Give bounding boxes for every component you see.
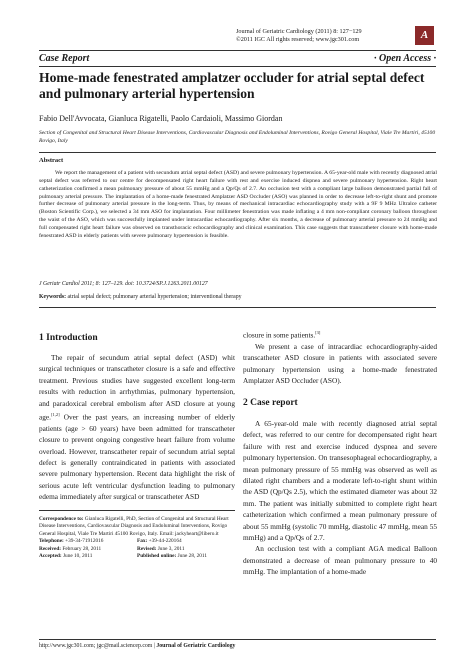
journal-header xyxy=(236,28,436,44)
abstract-heading: Abstract xyxy=(39,157,64,164)
ref-1-2: [1,2] xyxy=(50,412,60,418)
accepted-label: Accepted: xyxy=(39,553,62,560)
citation xyxy=(39,281,439,287)
abstract-body xyxy=(39,170,437,241)
intro-continued-text: closure in some patients. xyxy=(243,330,316,340)
fax xyxy=(137,538,235,545)
abstract-text: We report the management of a patient with secundum atrial septal defect (ASD) and severe pulmonary hypertension. A 65-year-old male with recently diagnosed atrial septal defect was referred to our centre for decompensated right heart failure with rest and exercise induced dispnea and severe pulmonary hypertension. Right heart catheterization confirmed a mean pulmonary pressure of about 55 mmHg and a Qp/Qs of 2.7. An occlusion test with a compliant large balloon demonstrated partial fall of pulmonary arterial pressure. The implantation of a home-made fenestrated Amplatzer ASD Occluder (ASO) was planned in order to decrease left-to-right shunt and promote further decrease of pulmonary arterial pressure in the long-term. Thus, by means of mechanical intracardiac echocardiography study with a 9F 9 MHz Ultralce catheter (Boston Scientific Corp.), we selected a 34 mm ASO for implantation. Four millimeter fenestration was made inflating a 4 mm non-compliant coronary balloon throughout the waist of the ASO, which was successfully implanted under intracardiac echocardiography. After six months, a decrease of pulmonary arterial pressure to 24 mmHg and full compensated right heart failure was observed on transthoracic echocardiography and clinical examination. This case suggests that transcatheter closure with home-made fenestrated ASD in elderly patients with severe pulmonary hypertension is feasible. xyxy=(39,170,437,239)
revised-label: Revised: xyxy=(137,545,157,552)
intro-text: The repair of secundum atrial septal defect (ASD) whit surgical techniques or transcatheter closure is a safe and effective treatment. Previous studies have suggested excellent long-term results with reduction in arrhythmias, pulmonary hypertension, and paradoxical cerebral embolism after ASD closure at young age. xyxy=(39,353,235,422)
keywords-label: Keywords: xyxy=(39,294,67,300)
correspondence-block xyxy=(39,516,235,560)
footer-rule xyxy=(39,639,436,640)
intro-paragraph xyxy=(39,352,235,503)
correspondence-text: Gianluca Rigatelli, PhD, Section of Congenital and Structural Heart Disease Interventions, Cardiovascular Diagnosis and Endoluminal Interventions, Rovigo General Hospital, Viale Tre Martiri 45100 Rovigo, Italy. Email: jackyheart@libero.it xyxy=(39,516,229,537)
revised-value: June 3, 2011 xyxy=(156,545,185,552)
telephone-value: +39-34-71912016 xyxy=(63,538,104,545)
fax-value: +39-44-220164 xyxy=(147,538,182,545)
keywords-text: atrial septal defect; pulmonary arterial hypertension; interventional therapy xyxy=(67,294,242,300)
intro-continued xyxy=(243,327,437,341)
journal-title-line: Journal of Geriatric Cardiology (2011) 8: 127−129 xyxy=(236,28,362,35)
case-paragraph-1: A 65-year-old male with recently diagnosed atrial septal defect, was referred to our centre for decompensated right heart failure with rest and exercise induced dyspnea and severe pulmonary hypertension. On transesophageal echocardiography, a mean pulmonary pressure of 55 mmHg was observed as well as dilated right chambers and a moderate left-to-right shunt within the ASD (Qp/Qs 2.5), which the estimated diameter was about 32 mm. The patient was initially submitted to complete right heart catheterization which confirmed a mean pulmonary pressure of about 55 mmHg (systolic 70 mmHg, diastolic 47 mmHg, mean 55 mmHg) and a Qp/Qs of 2.7. xyxy=(243,419,437,543)
copyright-line: ©2011 IGC All rights reserved; www.jgc301.com xyxy=(236,36,360,43)
affiliation: Section of Congenital and Structural Heart Disease Interventions, Cardiovascular Diagnosis and Endoluminal Interventions, Rovigo General Hospital, Viale Tre Martiri, 45100 Rovigo, Italy xyxy=(39,130,436,144)
published-value: June 28, 2011 xyxy=(176,553,208,560)
intro-body xyxy=(39,352,235,503)
published xyxy=(137,553,235,560)
revised xyxy=(137,546,235,553)
case-body xyxy=(243,418,437,578)
case-paragraph-2: An occlusion test with a compliant AGA medical Balloon demonstrated a decrease of mean pulmonary pressure to 40 mmHg. The implantation of a home-made xyxy=(243,544,437,577)
authors: Fabio Dell'Avvocata, Gianluca Rigatelli, Paolo Cardaioli, Massimo Giordan xyxy=(39,114,283,123)
case-heading: 2 Case report xyxy=(243,398,298,408)
received-label: Received: xyxy=(39,545,62,552)
dates-row-1 xyxy=(39,546,235,553)
telephone xyxy=(39,538,137,545)
title-rule xyxy=(39,66,436,67)
accepted-value: June 10, 2011 xyxy=(61,553,93,560)
ref-3: [3] xyxy=(315,330,321,335)
footer-separator: | xyxy=(152,643,157,649)
footer-links[interactable]: http://www.jgc301.com; jgc@mail.sciencep.com xyxy=(39,643,153,649)
open-access-label: · Open Access · xyxy=(374,53,437,64)
fax-label: Fax: xyxy=(137,538,148,545)
intro-text-cont: Over the past years, an increasing number of elderly patients (age > 60 years) have been admitted for transcatheter closure to prevent ongoing congestive heart failure from volume overload. However, transcatheter repair of secundum atrial septal defect is generally contraindicated in patients with associated severe pulmonary hypertension. Recent data highlight the risk of serious acute left ventricular dysfunction leading to pulmonary edema immediately after surgical or transcatheter ASD xyxy=(39,412,235,502)
present-paragraph: We present a case of intracardiac echocardiography-aided transcatheter ASD closure in patients with associated severe pulmonary hypertension using a home-made fenestrated Amplatzer ASD Occluder (ASO). xyxy=(243,341,437,386)
abstract-bottom-rule xyxy=(39,307,436,308)
article-type: Case Report xyxy=(39,53,90,64)
article-title: Home-made fenestrated amplatzer occluder for atrial septal defect and pulmonary arterial hypertension xyxy=(39,70,425,101)
footer-journal: Journal of Geriatric Cardiology xyxy=(156,643,236,649)
abstract-top-rule xyxy=(39,152,436,153)
dates-row-2 xyxy=(39,553,235,560)
received xyxy=(39,546,137,553)
journal-logo: A xyxy=(415,26,434,45)
received-value: February 28, 2011 xyxy=(61,545,102,552)
header-rule xyxy=(39,50,436,51)
telephone-label: Telephone: xyxy=(39,538,64,545)
keywords xyxy=(39,294,439,300)
contact-row xyxy=(39,538,235,545)
correspondence-label: Correspondence to: xyxy=(39,516,84,522)
published-label: Published online: xyxy=(137,553,177,560)
page-footer xyxy=(39,643,235,649)
correspondence xyxy=(39,516,235,538)
right-column-top xyxy=(243,327,437,386)
citation-text: J Geriatr Cardiol 2011; 8: 127–129. doi: 10.3724/SP.J.1263.2011.00127 xyxy=(39,281,208,287)
footnote-rule xyxy=(39,510,235,511)
intro-heading: 1 Introduction xyxy=(39,333,98,343)
accepted xyxy=(39,553,137,560)
